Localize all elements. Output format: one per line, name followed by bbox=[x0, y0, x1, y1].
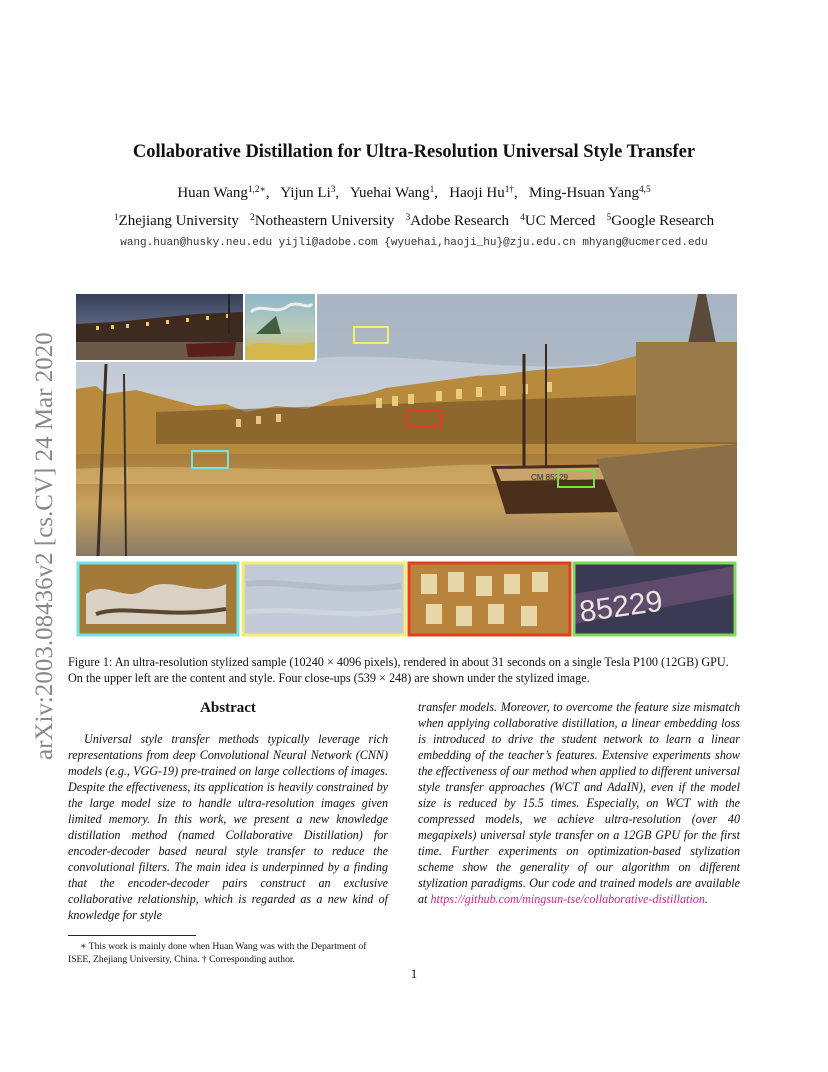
author-emails: wang.huan@husky.neu.edu yijli@adobe.com {wyuehai,haoji_hu}@zju.edu.cn mhyang@ucmerced.edu bbox=[120, 237, 708, 249]
boat-registration-text: CM 85229 bbox=[531, 473, 568, 482]
abstract-left-column bbox=[68, 700, 388, 923]
figure-caption: Figure 1: An ultra-resolution stylized sample (10240 × 4096 pixels), rendered in about 31 seconds on a single Tesla P100 (12GB) GPU. On the upper left are the content and style. Four close-ups (539 × 248) are shown under the stylized image. bbox=[68, 655, 729, 685]
stylized-harbor-figure bbox=[76, 294, 737, 637]
footnote: ∗ This work is mainly done when Huan Wang was with the Department of ISEE, Zhejiang University, China. † Corresponding author. bbox=[68, 941, 367, 965]
closeup-number-text: 85229 bbox=[577, 584, 665, 629]
affiliation: $^5$Google Research bbox=[606, 213, 715, 230]
affiliation: $^1$Zhejiang University bbox=[113, 213, 239, 230]
affiliation-list bbox=[0, 213, 828, 230]
page-number: 1 bbox=[410, 966, 418, 981]
abstract-heading: Abstract bbox=[200, 700, 256, 716]
author: Yijun Li$^3$ bbox=[280, 185, 336, 202]
abstract-text-left: Universal style transfer methods typically leverage rich representations from deep Convolutional Neural Network (CNN) models (e.g., VGG-19) pre-trained on large collections of images. Despite the effectiveness, its application is heavily constrained by the large model size to handle ultra-resolution images given limited memory. In this work, we present a new knowledge distillation method (named Collaborative Distillation) for encoder-decoder based neural style transfer to reduce the convolutional filters. The main idea is underpinned by a finding that the encoder-decoder pairs construct an exclusive collaborative relationship, which is regarded as a new kind of knowledge for style bbox=[68, 732, 388, 922]
author-list: Huan Wang$^{1,2∗}$, Yijun Li$^3$, Yuehai Wang$^1$, Haoji $Hu^{1\dagger}$, Ming-Hsuan Yang$^{4,5}$ bbox=[177, 185, 651, 202]
closeup-yellow bbox=[243, 563, 405, 635]
author: Haoji $Hu^{1\dagger}$ bbox=[449, 185, 514, 202]
footnote-divider bbox=[68, 935, 196, 936]
author: Yuehai Wang$^1$ bbox=[349, 185, 435, 202]
figure-1 bbox=[76, 294, 737, 637]
affiliation: $^3$Adobe Research bbox=[405, 213, 510, 230]
affiliation: $^4$UC Merced bbox=[520, 213, 596, 230]
closeup-cyan bbox=[78, 563, 238, 635]
affiliation: $^2$Notheastern University bbox=[250, 213, 395, 230]
abstract-text-right: transfer models. Moreover, to overcome the feature size mismatch when applying collaborative distillation, a linear embedding loss is introduced to drive the student network to learn a linear embedding of the teacher’s features. Extensive experiments show the effectiveness of our method when applied to different universal style transfer approaches (WCT and AdaIN), even if the model size is reduced by 15.5 times. Especially, on WCT with the compressed models, we achieve ultra-resolution (over 40 megapixels) universal style transfer on a 12GB GPU for the first time. Further experiments on optimization-based stylization scheme show the generality of our algorithm on different stylization paradigms. Our code and trained models are available at https://github.com/mingsun-tse/collaborative-distillation. bbox=[418, 700, 740, 906]
closeup-red bbox=[409, 563, 570, 635]
style-image bbox=[246, 294, 314, 361]
abstract-right-column bbox=[418, 699, 740, 907]
content-image bbox=[76, 294, 244, 361]
arxiv-identifier: arXiv:2003.08436v2 [cs.CV] 24 Mar 2020 bbox=[31, 332, 58, 760]
author: Ming-Hsuan Yang$^{4,5}$ bbox=[529, 185, 651, 202]
code-repository-link[interactable]: https://github.com/mingsun-tse/collaborative-distillation bbox=[430, 892, 705, 906]
closeup-green bbox=[574, 563, 735, 635]
paper-title: Collaborative Distillation for Ultra-Resolution Universal Style Transfer bbox=[132, 142, 696, 162]
author: Huan Wang$^{1,2∗}$ bbox=[177, 185, 266, 202]
